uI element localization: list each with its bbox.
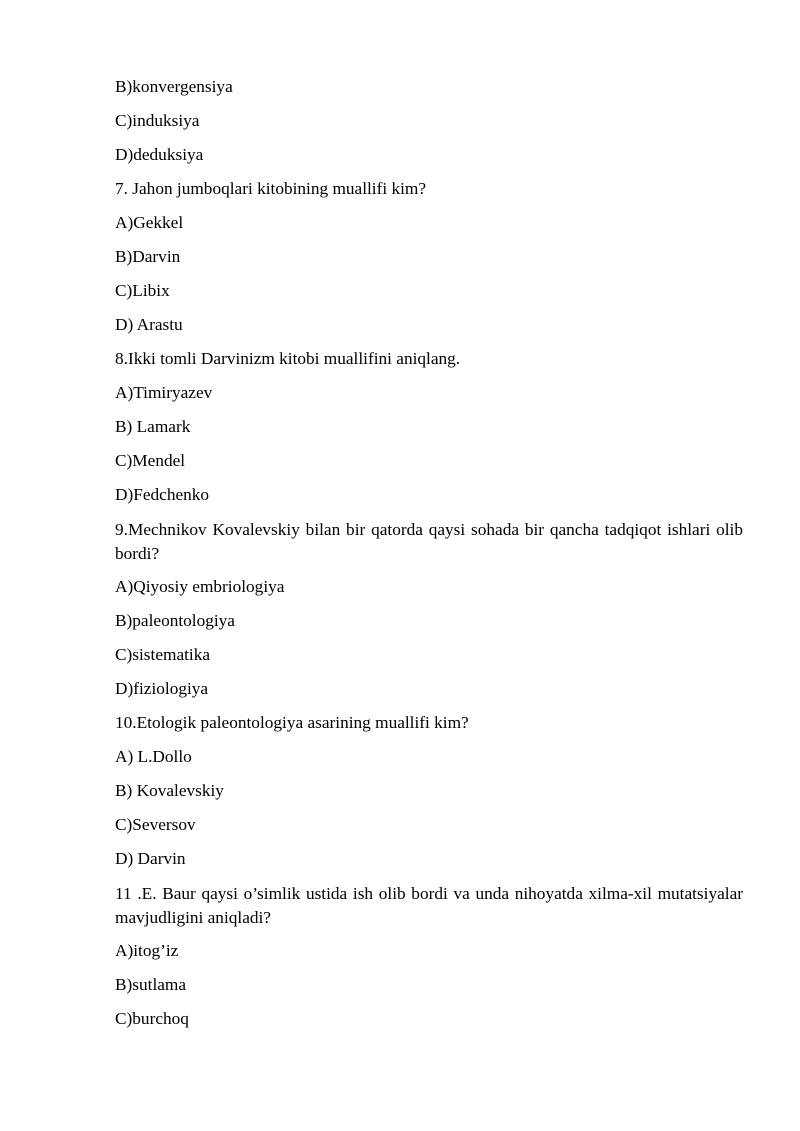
answer-option: D) Arastu	[115, 315, 183, 334]
answer-option: B)konvergensiya	[115, 77, 233, 96]
answer-option: D)deduksiya	[115, 145, 204, 164]
answer-option: A)Timiryazev	[115, 383, 213, 402]
answer-option: C)Mendel	[115, 451, 186, 470]
answer-option: A)Gekkel	[115, 213, 184, 232]
answer-option: A)itog’iz	[115, 941, 179, 960]
answer-option: B)Darvin	[115, 247, 181, 266]
answer-option: C)Libix	[115, 281, 170, 300]
question-9: 9.Mechnikov Kovalevskiy bilan bir qatorda qaysi sohada bir qancha tadqiqot ishlari olib bordi?	[115, 520, 743, 563]
answer-option: C)burchoq	[115, 1009, 189, 1028]
question-11: 11 .E. Baur qaysi o’simlik ustida ish olib bordi va unda nihoyatda xilma-xil mutatsiyalar mavjudligini aniqladi?	[115, 884, 743, 927]
answer-option: D) Darvin	[115, 849, 186, 868]
question-7: 7. Jahon jumboqlari kitobining muallifi kim?	[115, 179, 427, 198]
answer-option: D)fiziologiya	[115, 679, 209, 698]
question-10: 10.Etologik paleontologiya asarining muallifi kim?	[115, 713, 469, 732]
answer-option: B) Lamark	[115, 417, 191, 436]
answer-option: B)paleontologiya	[115, 611, 235, 630]
answer-option: A) L.Dollo	[115, 747, 192, 766]
answer-option: B)sutlama	[115, 975, 187, 994]
answer-option: A)Qiyosiy embriologiya	[115, 577, 285, 596]
answer-option: C)induksiya	[115, 111, 200, 130]
document-content	[115, 76, 743, 1042]
answer-option: C)sistematika	[115, 645, 211, 664]
question-8: 8.Ikki tomli Darvinizm kitobi muallifini aniqlang.	[115, 349, 461, 368]
answer-option: D)Fedchenko	[115, 485, 210, 504]
answer-option: C)Seversov	[115, 815, 196, 834]
answer-option: B) Kovalevskiy	[115, 781, 224, 800]
